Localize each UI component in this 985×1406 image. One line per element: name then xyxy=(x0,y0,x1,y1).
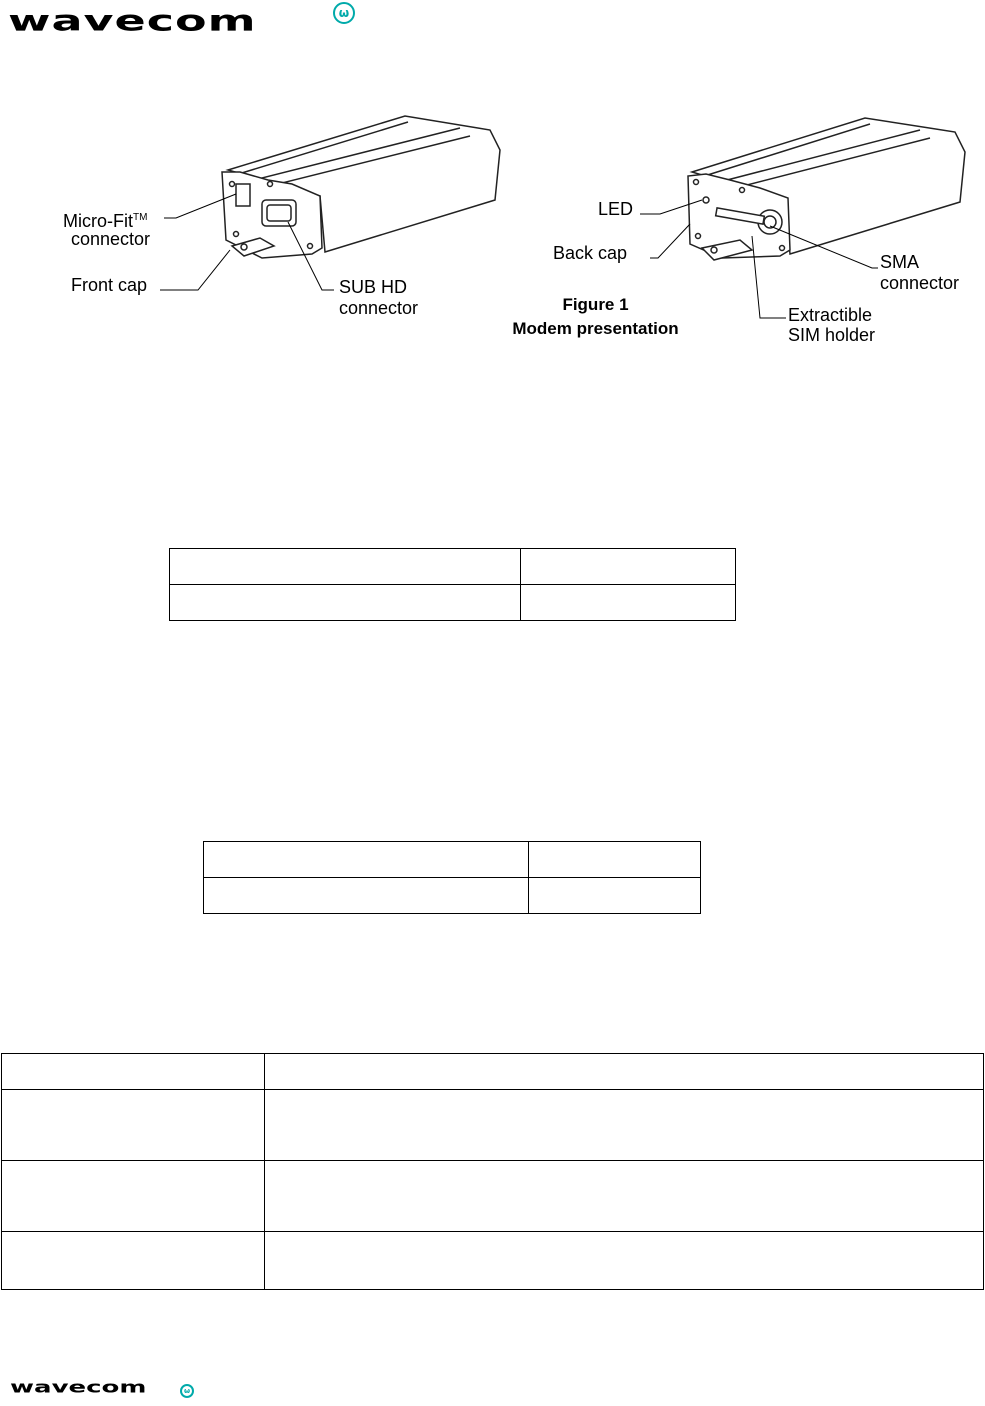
front-cap-label: Front cap xyxy=(71,275,148,295)
led-label: LED xyxy=(598,199,634,219)
wavecom-logo-header: wavecom xyxy=(8,4,257,38)
table-row xyxy=(170,549,736,585)
table-row xyxy=(2,1232,984,1290)
table-cell xyxy=(170,549,521,585)
table-cell xyxy=(170,585,521,621)
table-2 xyxy=(203,841,701,914)
sma-label: SMA xyxy=(880,252,920,272)
table-cell xyxy=(265,1054,984,1090)
figure-caption xyxy=(493,293,698,341)
figure-caption-title: Modem presentation xyxy=(512,319,679,338)
sim-holder-label: Extractible xyxy=(788,305,873,325)
table-cell xyxy=(265,1232,984,1290)
table-row xyxy=(2,1090,984,1161)
table-cell xyxy=(521,549,736,585)
table-cell xyxy=(2,1232,265,1290)
wavecom-badge-icon: ω xyxy=(333,2,355,24)
table-cell xyxy=(204,878,529,914)
table-cell xyxy=(204,842,529,878)
modem-back-drawing xyxy=(688,118,965,260)
table-cell xyxy=(521,585,736,621)
table-cell xyxy=(529,842,701,878)
micro-fit-label-line2: connector xyxy=(71,229,151,249)
table-cell xyxy=(529,878,701,914)
wavecom-badge-small-icon: ω xyxy=(180,1384,194,1398)
table-row xyxy=(2,1161,984,1232)
table-cell xyxy=(265,1161,984,1232)
table-cell xyxy=(2,1161,265,1232)
sub-hd-label: SUB HD xyxy=(339,277,408,297)
sim-holder-label-line2: SIM holder xyxy=(788,325,876,345)
table-row xyxy=(204,842,701,878)
micro-fit-label: Micro-Fit™ xyxy=(63,211,148,231)
table-cell xyxy=(2,1054,265,1090)
wavecom-logo-footer: wavecom xyxy=(10,1378,147,1397)
table-row xyxy=(2,1054,984,1090)
table-row xyxy=(170,585,736,621)
table-cell xyxy=(265,1090,984,1161)
figure-caption-number: Figure 1 xyxy=(562,295,629,314)
back-cap-label: Back cap xyxy=(553,243,628,263)
sma-label-line2: connector xyxy=(880,273,960,293)
sub-hd-label-line2: connector xyxy=(339,298,419,318)
table-row xyxy=(204,878,701,914)
modem-front-drawing xyxy=(222,116,500,258)
table-cell xyxy=(2,1090,265,1161)
table-1 xyxy=(169,548,736,621)
table-3 xyxy=(1,1053,984,1290)
